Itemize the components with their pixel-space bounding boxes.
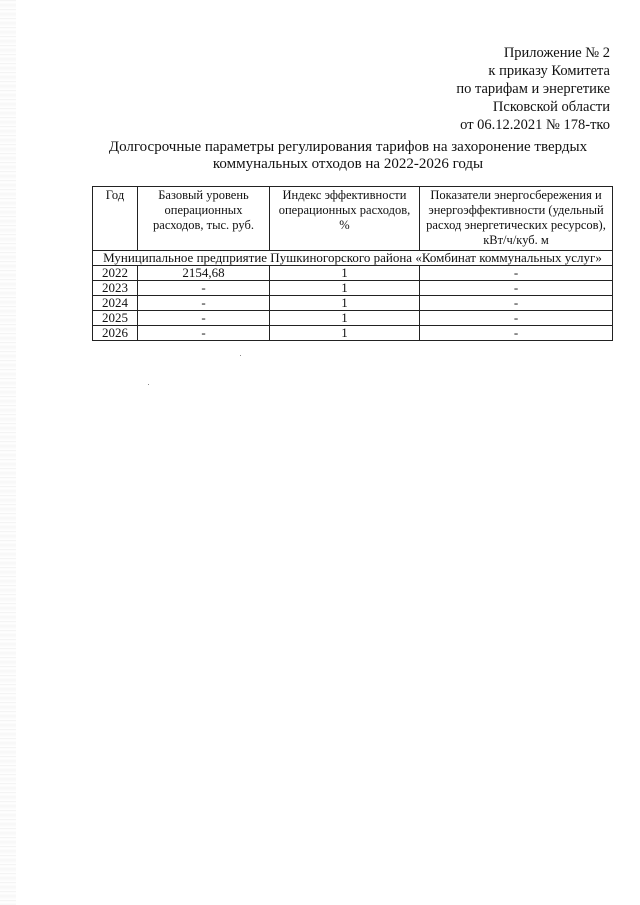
cell-year: 2024 (93, 296, 138, 311)
cell-index: 1 (270, 311, 420, 326)
annex-line: к приказу Комитета (488, 63, 610, 79)
organization-row (93, 251, 613, 266)
table-header-row (93, 187, 613, 251)
table-row (93, 266, 613, 281)
cell-year: 2023 (93, 281, 138, 296)
table-row (93, 326, 613, 341)
cell-energy: - (420, 281, 613, 296)
annex-line: по тарифам и энергетике (456, 81, 610, 97)
table-row (93, 296, 613, 311)
cell-base: - (138, 326, 270, 341)
parameters-table (92, 186, 613, 341)
annex-block (456, 44, 610, 134)
scan-speck (240, 355, 241, 356)
cell-base: - (138, 311, 270, 326)
document-title (88, 139, 608, 173)
cell-energy: - (420, 266, 613, 281)
scan-edge-noise (0, 0, 16, 905)
cell-year: 2022 (93, 266, 138, 281)
cell-year: 2025 (93, 311, 138, 326)
cell-energy: - (420, 296, 613, 311)
cell-year: 2026 (93, 326, 138, 341)
cell-base: - (138, 296, 270, 311)
cell-base: 2154,68 (138, 266, 270, 281)
cell-energy: - (420, 326, 613, 341)
header-efficiency-index: Индекс эффективности операционных расходов, % (270, 187, 420, 251)
organization-name: Муниципальное предприятие Пушкиногорского района «Комбинат коммунальных услуг» (93, 251, 613, 266)
header-base-level: Базовый уровень операционных расходов, тыс. руб. (138, 187, 270, 251)
header-year: Год (93, 187, 138, 251)
title-line: Долгосрочные параметры регулирования тарифов на захоронение твердых (108, 139, 588, 155)
cell-energy: - (420, 311, 613, 326)
table-row (93, 281, 613, 296)
annex-line: Псковской области (492, 99, 610, 115)
cell-base: - (138, 281, 270, 296)
cell-index: 1 (270, 266, 420, 281)
annex-line: от 06.12.2021 № 178-тко (460, 117, 610, 133)
cell-index: 1 (270, 296, 420, 311)
header-energy-indicators: Показатели энергосбережения и энергоэффективности (удельный расход энергетических ресурсов), кВт/ч/куб. м (420, 187, 613, 251)
title-line: коммунальных отходов на 2022-2026 годы (212, 156, 484, 172)
scan-speck (148, 384, 149, 385)
table-row (93, 311, 613, 326)
cell-index: 1 (270, 281, 420, 296)
annex-line: Приложение № 2 (503, 45, 610, 61)
cell-index: 1 (270, 326, 420, 341)
